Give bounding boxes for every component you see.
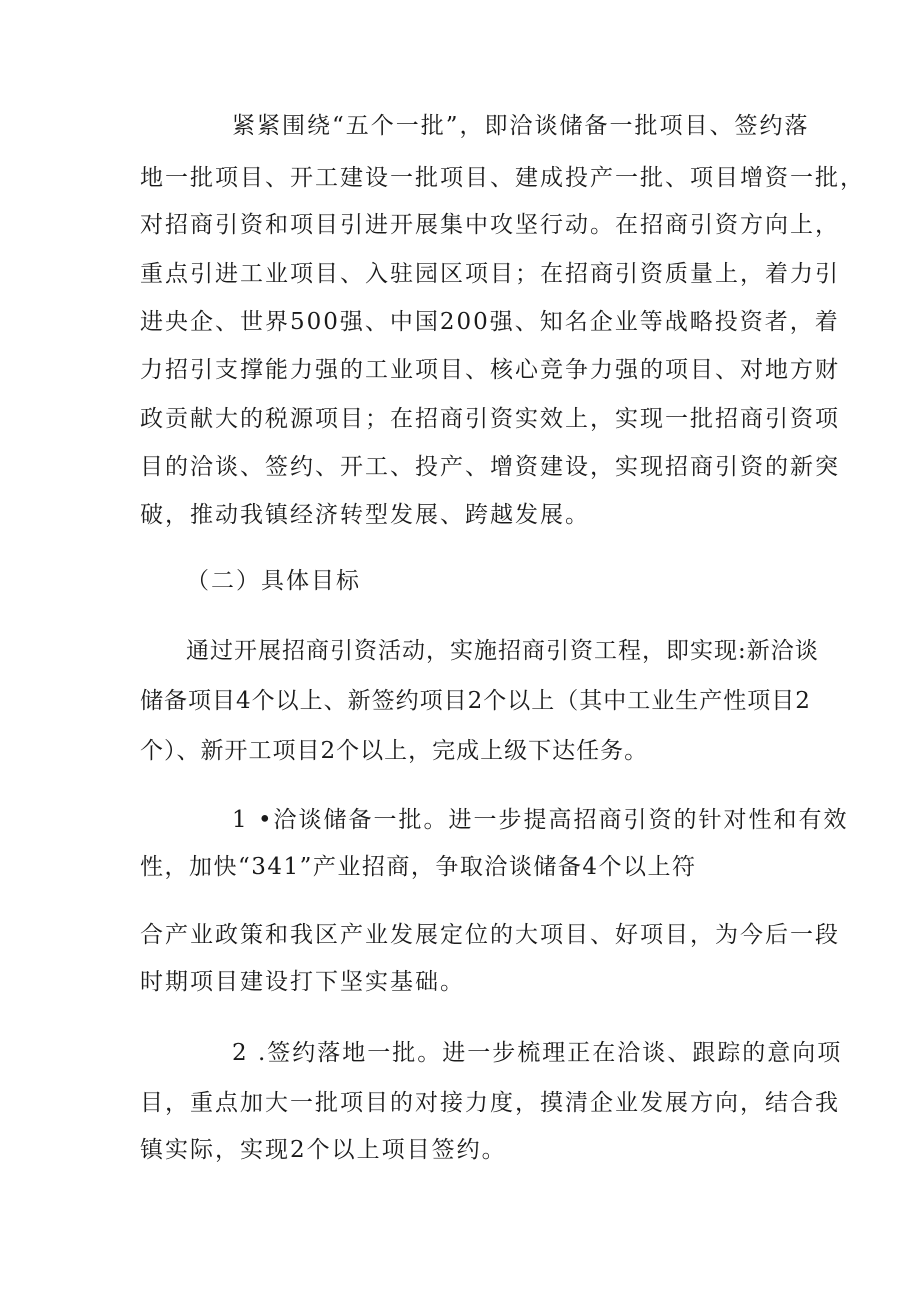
text-line: 目，重点加大一批项目的对接力度，摸清企业发展方向，结合我 xyxy=(140,1090,840,1116)
section-heading: （二）具体目标 xyxy=(186,568,361,594)
text-line: 镇实际，实现2个以上项目签约。 xyxy=(140,1137,507,1163)
text-line: 对招商引资和项目引进开展集中攻坚行动。在招商引资方向上， xyxy=(140,212,840,238)
text-line: 通过开展招商引资活动，实施招商引资工程，即实现:新洽谈 xyxy=(186,638,819,664)
text-line: 破，推动我镇经济转型发展、跨越发展。 xyxy=(140,502,590,528)
text-line: 储备项目4个以上、新签约项目2个以上（其中工业生产性项目2 xyxy=(140,688,811,714)
text-line: 紧紧围绕“五个一批”，即洽谈储备一批项目、签约落 xyxy=(232,113,810,139)
text-line: 2 .签约落地一批。进一步梳理正在洽谈、跟踪的意向项 xyxy=(232,1040,843,1066)
text-line: 时期项目建设打下坚实基础。 xyxy=(140,969,465,995)
text-line: 重点引进工业项目、入驻园区项目；在招商引资质量上，着力引 xyxy=(140,261,840,287)
text-line: 力招引支撑能力强的工业项目、核心竞争力强的项目、对地方财 xyxy=(140,357,840,383)
text-line: 政贡献大的税源项目；在招商引资实效上，实现一批招商引资项 xyxy=(140,406,840,432)
text-line: 地一批项目、开工建设一批项目、建成投产一批、项目增资一批， xyxy=(140,165,865,191)
text-line: 目的洽谈、签约、开工、投产、增资建设，实现招商引资的新突 xyxy=(140,454,840,480)
text-line: 1 •洽谈储备一批。进一步提高招商引资的针对性和有效 xyxy=(232,807,849,833)
text-line: 性，加快“341”产业招商，争取洽谈储备4个以上符 xyxy=(140,854,697,880)
text-line: 个）、新开工项目2个以上，完成上级下达任务。 xyxy=(140,738,649,764)
text-line: 合产业政策和我区产业发展定位的大项目、好项目，为今后一段 xyxy=(140,922,840,948)
text-line: 进央企、世界500强、中国200强、知名企业等战略投资者，着 xyxy=(140,309,840,335)
